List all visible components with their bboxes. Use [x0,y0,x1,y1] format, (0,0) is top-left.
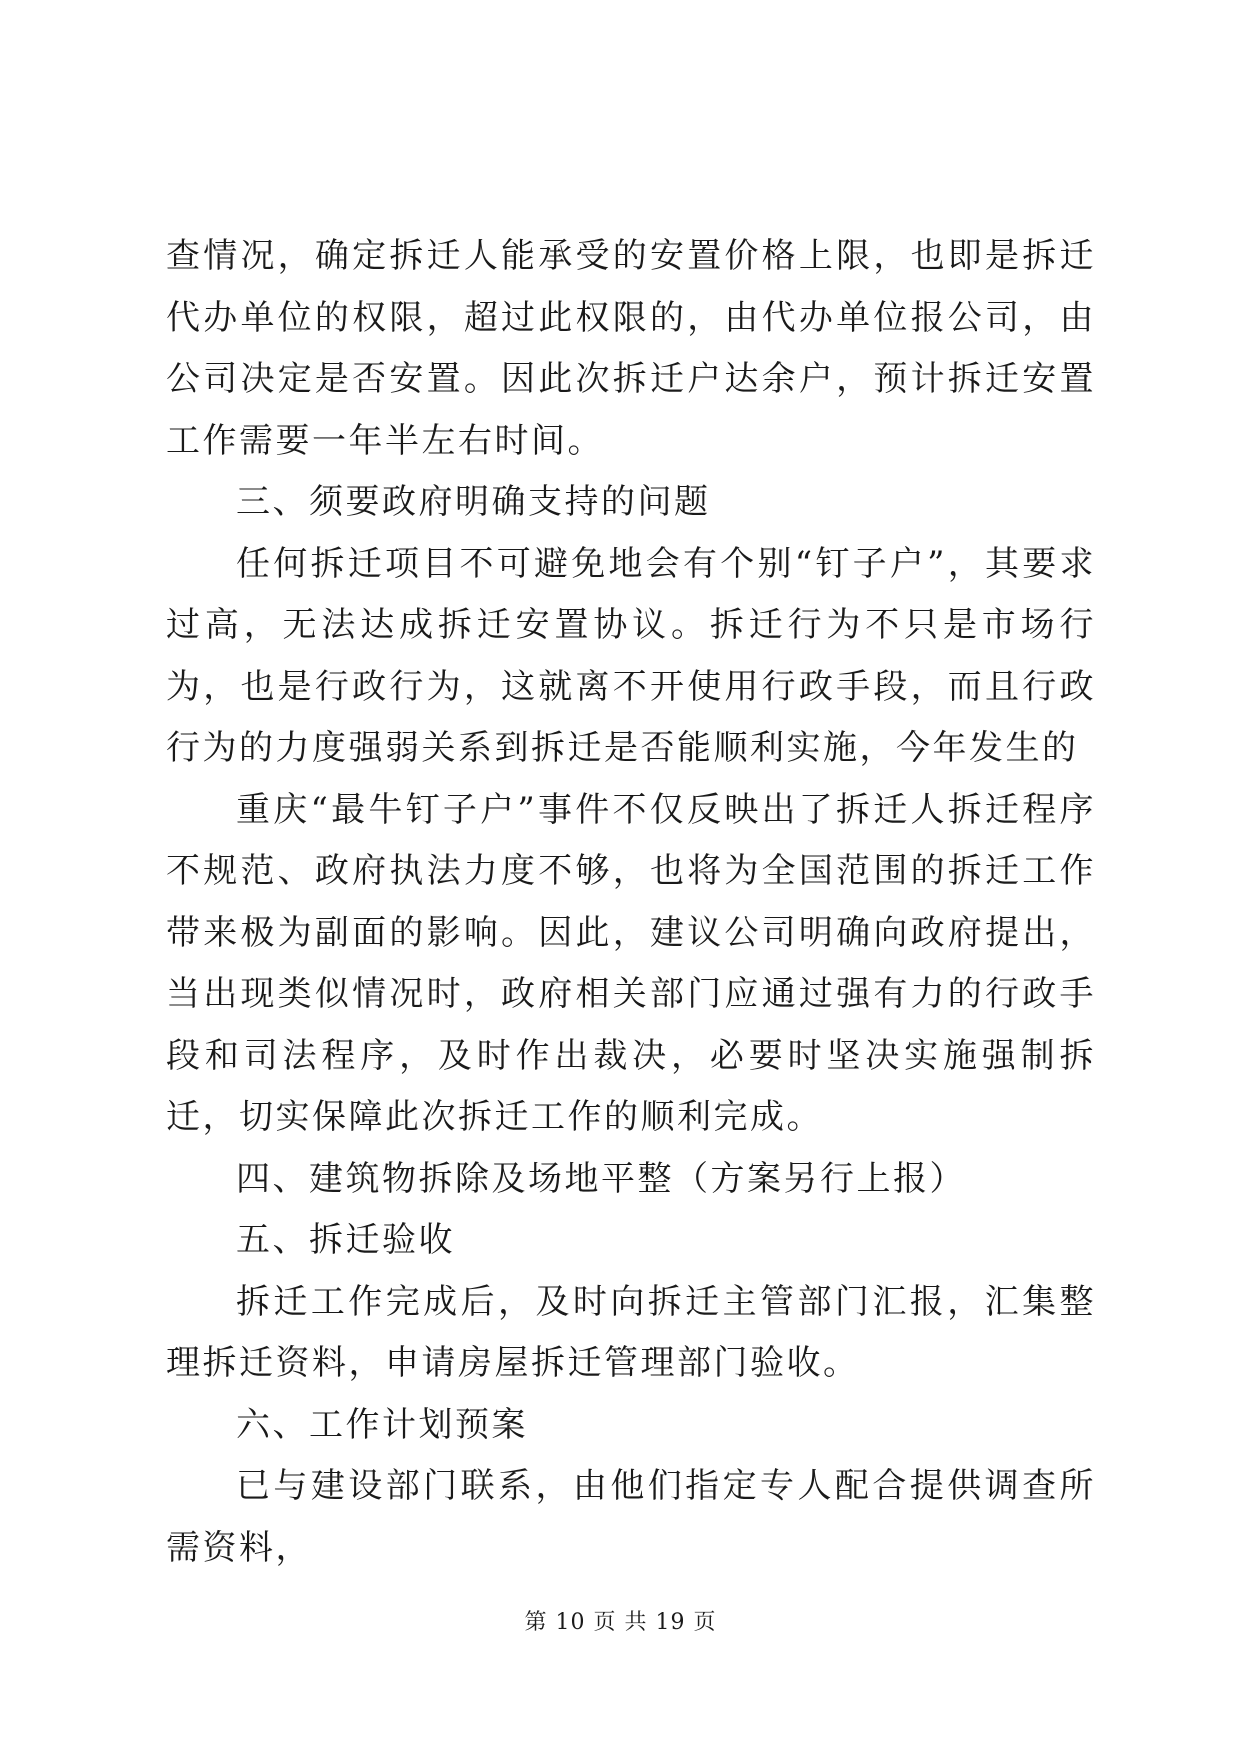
paragraph: 已与建设部门联系，由他们指定专人配合提供调查所需资料， [166,1466,1096,1568]
page-number-footer: 第 10 页 共 19 页 [524,1610,717,1635]
section-heading: 五、拆迁验收 [236,1220,455,1260]
paragraph: 任何拆迁项目不可避免地会有个别“钉子户”，其要求过高，无法达成拆迁安置协议。拆迁行为不只是市场行为，也是行政行为，这就离不开使用行政手段，而且行政行为的力度强弱关系到拆迁是否能顺利实施，今年发生的 [166,543,1096,768]
section-heading: 六、工作计划预案 [236,1404,528,1445]
document-body [166,226,1096,1579]
paragraph: 查情况，确定拆迁人能承受的安置价格上限，也即是拆迁代办单位的权限，超过此权限的，由代办单位报公司，由公司决定是否安置。因此次拆迁户达余户，预计拆迁安置工作需要一年半左右时间。 [166,236,1096,461]
section-heading: 四、建筑物拆除及场地平整（方案另行上报） [236,1158,966,1199]
section-heading: 三、须要政府明确支持的问题 [236,482,711,522]
paragraph: 重庆“最牛钉子户”事件不仅反映出了拆迁人拆迁程序不规范、政府执法力度不够，也将为全国范围的拆迁工作带来极为副面的影响。因此，建议公司明确向政府提出，当出现类似情况时，政府相关部门应通过强有力的行政手段和司法程序，及时作出裁决，必要时坚决实施强制拆迁，切实保障此次拆迁工作的顺利完成。 [166,789,1096,1137]
paragraph: 拆迁工作完成后，及时向拆迁主管部门汇报，汇集整理拆迁资料，申请房屋拆迁管理部门验收。 [166,1281,1096,1383]
